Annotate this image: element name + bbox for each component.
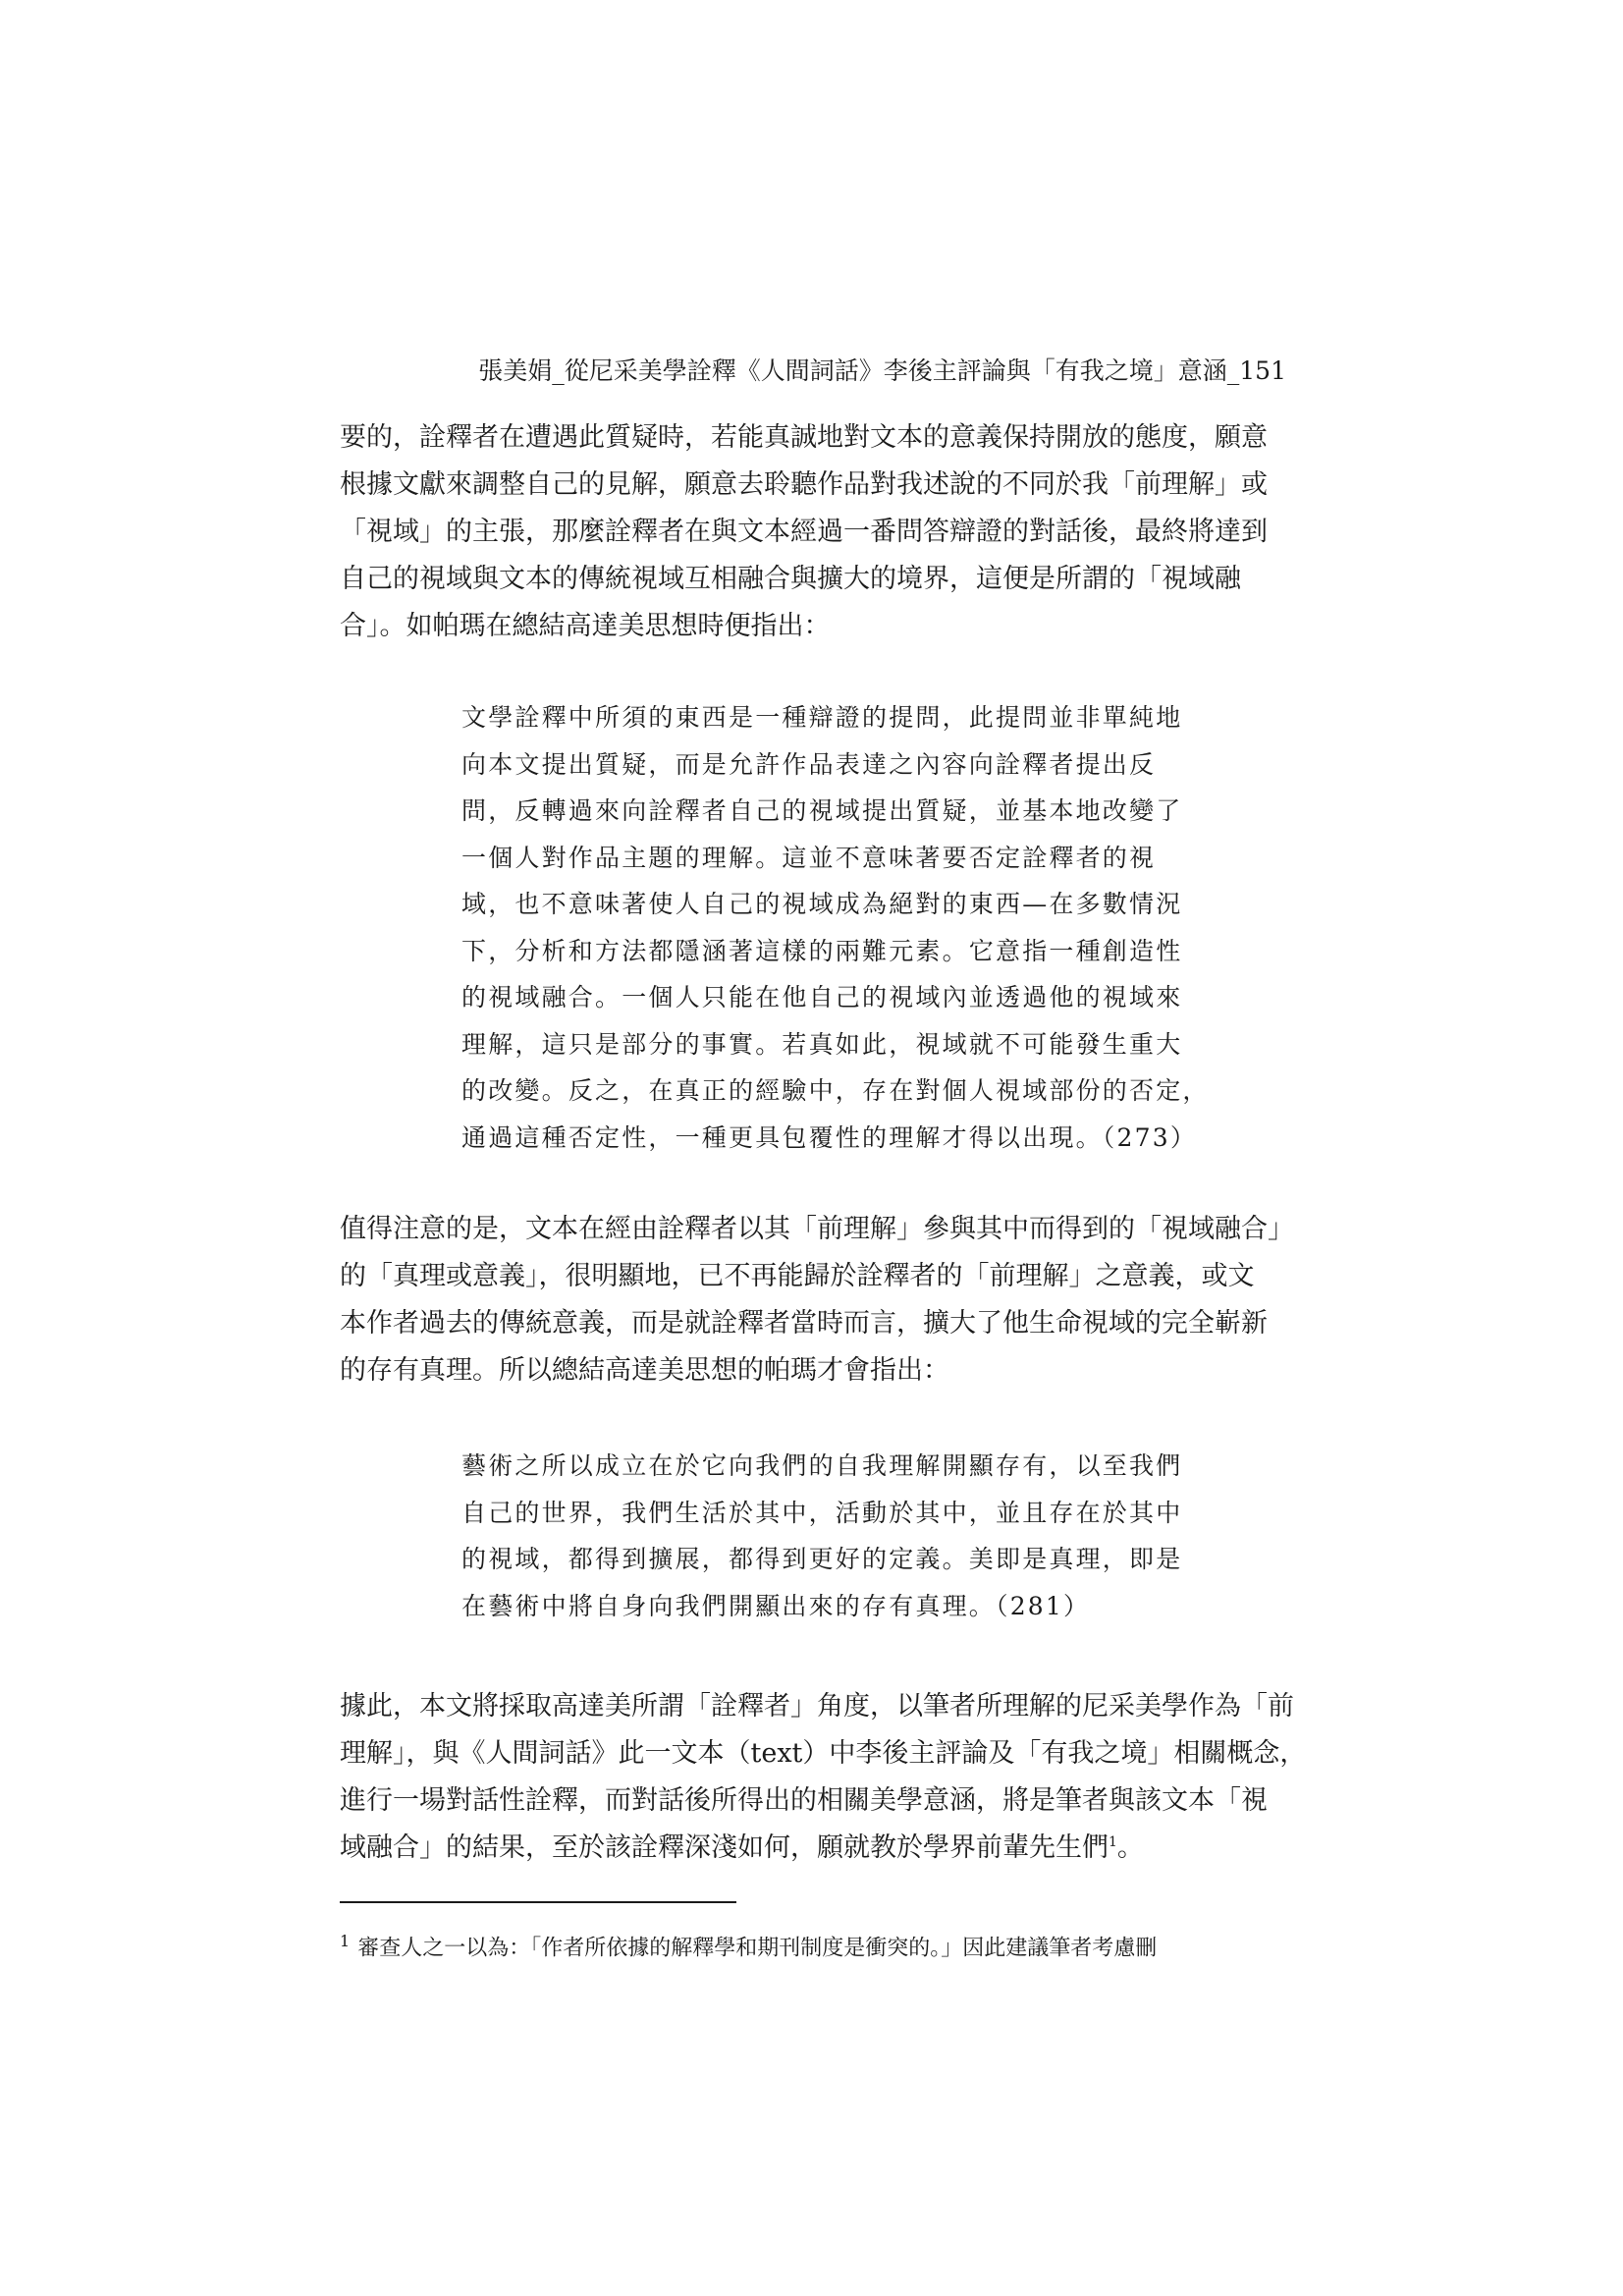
- paragraph-line: 根據文獻來調整自己的見解，願意去聆聽作品對我述說的不同於我「前理解」或: [340, 469, 1268, 500]
- quote-line: 文學詮釋中所須的東西是一種辯證的提問，此提問並非單純地: [461, 703, 1183, 732]
- paragraph-line-text: 域融合」的結果，至於該詮釋深淺如何，願就教於學界前輩先生們: [340, 1832, 1109, 1863]
- quote-line: 的改變。反之，在真正的經驗中，存在對個人視域部份的否定，: [461, 1076, 1210, 1105]
- paragraph-line: 值得注意的是，文本在經由詮釋者以其「前理解」參與其中而得到的「視域融合」: [340, 1214, 1294, 1244]
- paragraph-line: 進行一場對話性詮釋，而對話後所得出的相關美學意涵，將是筆者與該文本「視: [340, 1785, 1268, 1816]
- body-paragraph-3: [340, 1683, 1307, 1872]
- quote-line: 的視域，都得到擴展，都得到更好的定義。美即是真理，即是: [461, 1545, 1183, 1573]
- footnote-reference[interactable]: 1: [1109, 1834, 1117, 1850]
- block-quote-2: [461, 1443, 1227, 1629]
- footnote-divider: [340, 1901, 736, 1903]
- quote-line: 自己的世界，我們生活於其中，活動於其中，並且存在於其中: [461, 1498, 1183, 1527]
- paragraph-line: 要的，詮釋者在遭遇此質疑時，若能真誠地對文本的意義保持開放的態度，願意: [340, 422, 1268, 453]
- quote-line: 的視域融合。一個人只能在他自己的視域內並透過他的視域來: [461, 983, 1183, 1011]
- quote-line: 向本文提出質疑，而是允許作品表達之內容向詮釋者提出反: [461, 749, 1157, 779]
- body-paragraph-1: [340, 414, 1290, 650]
- footnote: [340, 1925, 1290, 1965]
- block-quote-1: [461, 694, 1227, 1161]
- paragraph-line: 合」。如帕瑪在總結高達美思想時便指出：: [340, 611, 831, 641]
- quote-line: 藝術之所以成立在於它向我們的自我理解開顯存有，以至我們: [461, 1451, 1183, 1480]
- quote-line: 通過這種否定性，一種更具包覆性的理解才得以出現。（273）: [461, 1122, 1198, 1152]
- quote-line: 在藝術中將自身向我們開顯出來的存有真理。（281）: [461, 1591, 1091, 1620]
- quote-line: 一個人對作品主題的理解。這並不意味著要否定詮釋者的視: [461, 843, 1157, 872]
- quote-line: 理解，這只是部分的事實。若真如此，視域就不可能發生重大: [461, 1029, 1183, 1059]
- paragraph-line: 據此，本文將採取高達美所謂「詮釋者」角度，以筆者所理解的尼采美學作為「前: [340, 1691, 1294, 1722]
- paragraph-line: [340, 1825, 1290, 1872]
- quote-line: 下，分析和方法都隱涵著這樣的兩難元素。它意指一種創造性: [461, 936, 1183, 965]
- quote-line: 域，也不意味著使人自己的視域成為絕對的東西—在多數情況: [461, 890, 1183, 918]
- footnote-number: 1: [340, 1932, 351, 1950]
- paragraph-line: 的存有真理。所以總結高達美思想的帕瑪才會指出：: [340, 1355, 949, 1386]
- body-paragraph-2: [340, 1206, 1294, 1394]
- paragraph-line: 的「真理或意義」，很明顯地，已不再能歸於詮釋者的「前理解」之意義，或文: [340, 1261, 1255, 1291]
- footnote-text: 審查人之一以為：「作者所依據的解釋學和期刊制度是衝突的。」因此建議筆者考慮刪: [357, 1936, 1158, 1961]
- paragraph-line: 自己的視域與文本的傳統視域互相融合與擴大的境界，這便是所謂的「視域融: [340, 564, 1241, 594]
- quote-line: 問，反轉過來向詮釋者自己的視域提出質疑，並基本地改變了: [461, 796, 1183, 825]
- paragraph-line: 「視域」的主張，那麼詮釋者在與文本經過一番問答辯證的對話後，最終將達到: [340, 517, 1268, 547]
- paragraph-line: 理解」，與《人間詞話》此一文本（text）中李後主評論及「有我之境」相關概念，: [340, 1738, 1307, 1769]
- paragraph-line-end: 。: [1116, 1832, 1144, 1863]
- running-header: 張美娟_從尼采美學詮釋《人間詞話》李後主評論與「有我之境」意涵_151: [478, 356, 1286, 385]
- paragraph-line: 本作者過去的傳統意義，而是就詮釋者當時而言，擴大了他生命視域的完全嶄新: [340, 1308, 1268, 1339]
